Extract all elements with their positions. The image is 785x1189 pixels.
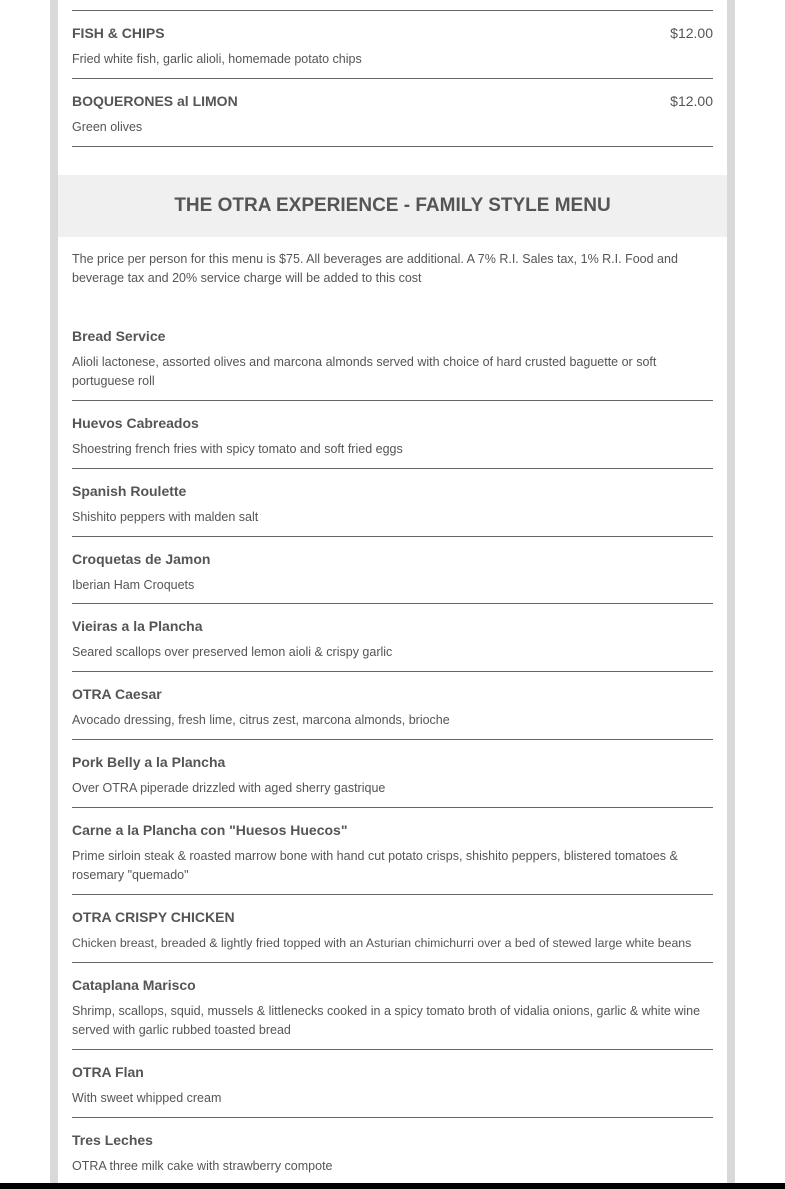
menu-item (72, 550, 713, 595)
menu-item (72, 327, 713, 391)
divider (72, 1049, 713, 1050)
menu-item (72, 482, 713, 527)
divider (72, 739, 713, 740)
menu-item-description: Shrimp, scallops, squid, mussels & littlenecks cooked in a spicy tomato broth of vidalia onions, garlic & white wine served with garlic rubbed toasted bread (72, 1004, 701, 1037)
menu-item-name: OTRA Flan (72, 1064, 144, 1080)
section-title: THE OTRA EXPERIENCE - FAMILY STYLE MENU (58, 175, 727, 237)
menu-item (72, 753, 713, 798)
divider (72, 10, 713, 11)
divider (72, 146, 713, 147)
menu-item (72, 908, 713, 953)
menu-item (72, 1131, 713, 1176)
menu-item (72, 92, 713, 137)
divider (72, 671, 713, 672)
page-right-border (727, 0, 735, 1189)
menu-item-name: Tres Leches (72, 1132, 153, 1148)
menu-item (72, 1063, 713, 1108)
menu-item-name: Spanish Roulette (72, 483, 187, 499)
menu-item-description: Iberian Ham Croquets (72, 578, 195, 592)
menu-item-name: Croquetas de Jamon (72, 551, 211, 567)
divider (72, 603, 713, 604)
menu-item-price: $12.00 (670, 25, 713, 41)
menu-item-description: Chicken breast, breaded & lightly fried topped with an Asturian chimichurri over a bed of stewed large white beans (72, 936, 692, 950)
menu-item (72, 414, 713, 459)
menu-item-description: OTRA three milk cake with strawberry compote (72, 1159, 333, 1173)
bottom-bar (0, 1183, 785, 1189)
menu-item (72, 821, 713, 885)
menu-item-description: Seared scallops over preserved lemon aioli & crispy garlic (72, 645, 393, 659)
menu-item-name: BOQUERONES al LIMON (72, 93, 238, 109)
divider (72, 468, 713, 469)
menu-item-description: Alioli lactonese, assorted olives and marcona almonds served with choice of hard crusted baguette or soft portuguese roll (72, 355, 657, 388)
menu-item-name: OTRA CRISPY CHICKEN (72, 909, 235, 925)
menu-item-description: Green olives (72, 120, 143, 134)
menu-item (72, 617, 713, 662)
divider (72, 894, 713, 895)
menu-item-name: Huevos Cabreados (72, 415, 199, 431)
menu-item-name: Vieiras a la Plancha (72, 618, 203, 634)
menu-item-name: Cataplana Marisco (72, 977, 196, 993)
menu-item-description: Shoestring french fries with spicy tomato and soft fried eggs (72, 442, 403, 456)
divider (72, 962, 713, 963)
menu-item-name: OTRA Caesar (72, 686, 162, 702)
menu-item-description: With sweet whipped cream (72, 1091, 222, 1105)
menu-item (72, 24, 713, 69)
menu-item (72, 976, 713, 1040)
menu-item-name: Pork Belly a la Plancha (72, 754, 226, 770)
menu-item-name: Carne a la Plancha con "Huesos Huecos" (72, 822, 348, 838)
divider (72, 78, 713, 79)
menu-item-name: Bread Service (72, 328, 166, 344)
menu-item-price: $12.00 (670, 93, 713, 109)
divider (72, 1117, 713, 1118)
divider (72, 400, 713, 401)
page-left-border (50, 0, 58, 1189)
section-intro: The price per person for this menu is $75. All beverages are additional. A 7% R.I. Sales tax, 1% R.I. Food and beverage tax and 20% service charge will be added to this cost (72, 252, 678, 285)
menu-item-description: Fried white fish, garlic alioli, homemade potato chips (72, 52, 362, 66)
menu-item-name: FISH & CHIPS (72, 25, 165, 41)
menu-item-description: Over OTRA piperade drizzled with aged sherry gastrique (72, 781, 386, 795)
menu-item (72, 685, 713, 730)
menu-item-description: Avocado dressing, fresh lime, citrus zest, marcona almonds, brioche (72, 713, 450, 727)
divider (72, 807, 713, 808)
menu-item-description: Shishito peppers with malden salt (72, 510, 259, 524)
menu-item-description: Prime sirloin steak & roasted marrow bone with hand cut potato crisps, shishito peppers, blistered tomatoes & rosemary "quemado" (72, 849, 678, 882)
divider (72, 536, 713, 537)
